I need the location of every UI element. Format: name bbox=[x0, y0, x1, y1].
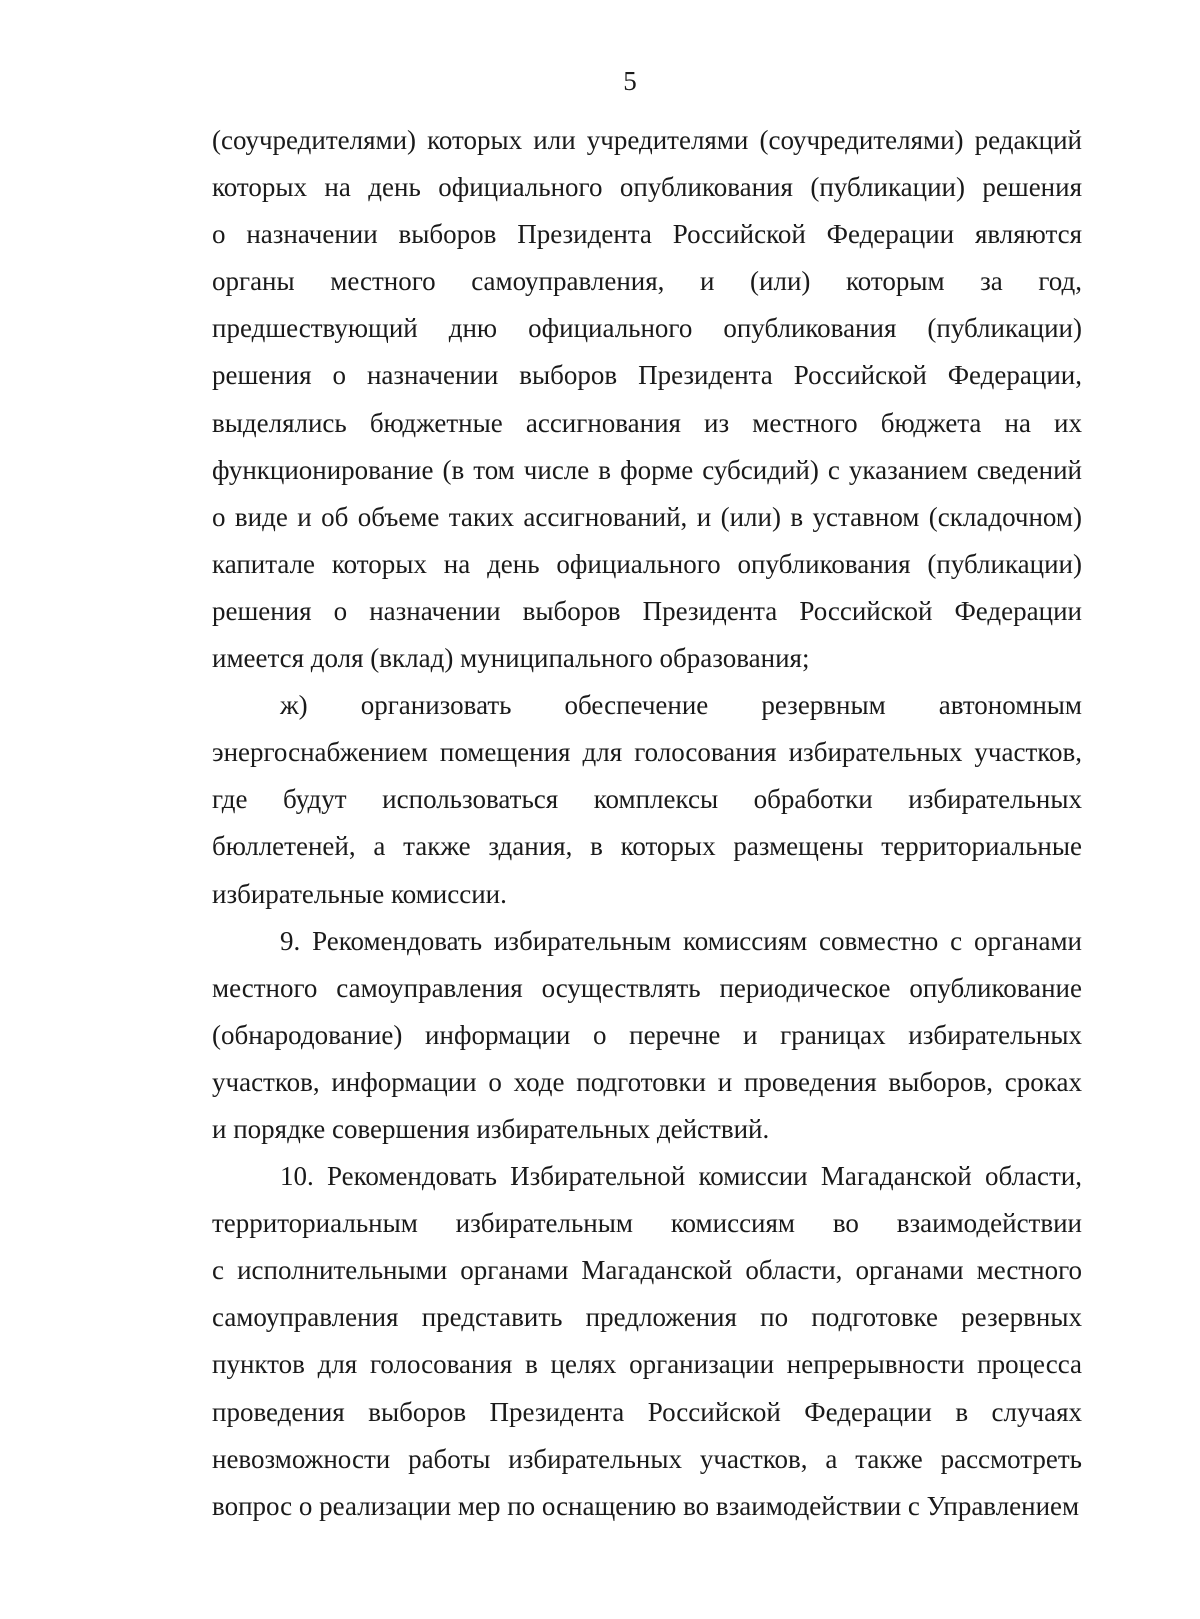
text-line: о назначении выборов Президента Российской Федерации являются bbox=[212, 219, 1082, 250]
text-line: участков, информации о ходе подготовки и проведения выборов, сроках bbox=[212, 1066, 1082, 1097]
text-line: самоуправления представить предложения по подготовке резервных bbox=[212, 1302, 1082, 1333]
text-line: 10. Рекомендовать Избирательной комиссии Магаданской области, bbox=[280, 1161, 1082, 1192]
text-line: проведения выборов Президента Российской Федерации в случаях bbox=[212, 1396, 1082, 1427]
text-line: энергоснабжением помещения для голосования избирательных участков, bbox=[212, 737, 1082, 768]
paragraph bbox=[212, 117, 1082, 682]
text-line: функционирование (в том числе в форме субсидий) с указанием сведений bbox=[212, 454, 1082, 485]
text-line: избирательные комиссии. bbox=[212, 878, 507, 909]
text-line: решения о назначении выборов Президента Российской Федерации bbox=[212, 595, 1082, 626]
text-line: местного самоуправления осуществлять периодическое опубликование bbox=[212, 972, 1082, 1003]
text-line: 9. Рекомендовать избирательным комиссиям совместно с органами bbox=[280, 925, 1082, 956]
text-line: (обнародование) информации о перечне и границах избирательных bbox=[212, 1019, 1082, 1050]
text-line: территориальным избирательным комиссиям во взаимодействии bbox=[212, 1208, 1082, 1239]
text-line: где будут использоваться комплексы обработки избирательных bbox=[212, 784, 1082, 815]
text-line: капитале которых на день официального опубликования (публикации) bbox=[212, 548, 1082, 579]
text-line: решения о назначении выборов Президента Российской Федерации, bbox=[212, 360, 1082, 391]
text-line: (соучредителями) которых или учредителями (соучредителями) редакций bbox=[212, 125, 1082, 155]
text-line: пунктов для голосования в целях организации непрерывности процесса bbox=[212, 1349, 1082, 1380]
text-line: имеется доля (вклад) муниципального образования; bbox=[212, 643, 810, 674]
text-line: органы местного самоуправления, и (или) которым за год, bbox=[212, 266, 1082, 297]
text-line: и порядке совершения избирательных действий. bbox=[212, 1113, 770, 1144]
paragraph bbox=[212, 682, 1082, 917]
paragraph bbox=[212, 1153, 1082, 1530]
text-line: невозможности работы избирательных участков, а также рассмотреть bbox=[212, 1443, 1082, 1474]
text-line: которых на день официального опубликования (публикации) решения bbox=[212, 172, 1082, 203]
text-line: предшествующий дню официального опубликования (публикации) bbox=[212, 313, 1082, 344]
page-number: 5 bbox=[623, 66, 637, 96]
paragraph bbox=[212, 918, 1082, 1153]
text-line: выделялись бюджетные ассигнования из местного бюджета на их bbox=[212, 407, 1082, 438]
text-line: ж) организовать обеспечение резервным автономным bbox=[280, 690, 1082, 721]
document-body bbox=[212, 117, 1082, 1530]
text-line: вопрос о реализации мер по оснащению во взаимодействии с Управлением bbox=[212, 1490, 1080, 1521]
text-line: с исполнительными органами Магаданской области, органами местного bbox=[212, 1255, 1082, 1286]
text-line: о виде и об объеме таких ассигнований, и (или) в уставном (складочном) bbox=[212, 501, 1082, 532]
text-line: бюллетеней, а также здания, в которых размещены территориальные bbox=[212, 831, 1082, 862]
